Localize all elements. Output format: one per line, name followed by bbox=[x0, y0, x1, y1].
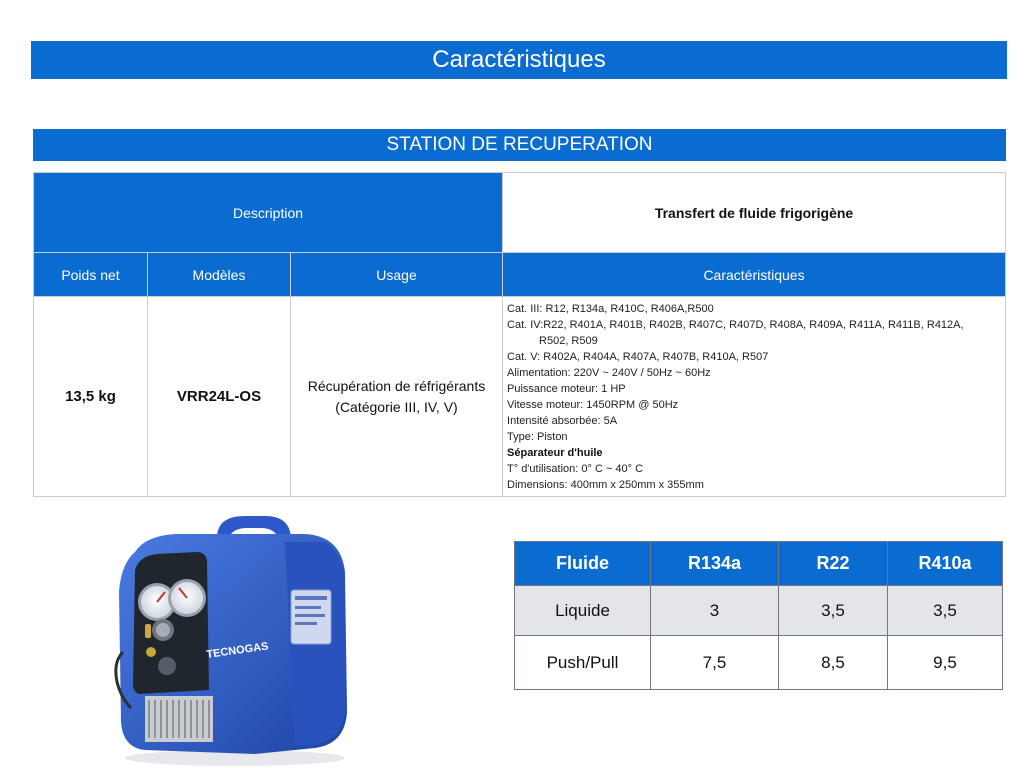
description-label: Description bbox=[34, 173, 503, 253]
caract-line: Cat. IV:R22, R401A, R401B, R402B, R407C, R407D, R408A, R409A, R411A, R411B, R412A, bbox=[507, 319, 964, 331]
modele-value: VRR24L-OS bbox=[148, 297, 291, 497]
fluid-cell: 7,5 bbox=[651, 636, 779, 690]
caract-line: T° d'utilisation: 0° C ~ 40° C bbox=[507, 463, 644, 475]
caract-line: Vitesse moteur: 1450RPM @ 50Hz bbox=[507, 399, 679, 411]
column-header-poids: Poids net bbox=[34, 253, 148, 297]
caracteristiques-list bbox=[503, 297, 1006, 497]
caract-line: R502, R509 bbox=[539, 335, 598, 347]
caract-line: Type: Piston bbox=[507, 431, 568, 443]
column-header-modeles: Modèles bbox=[148, 253, 291, 297]
caract-line: Alimentation: 220V ~ 240V / 50Hz ~ 60Hz bbox=[507, 367, 711, 379]
caract-line: Intensité absorbée: 5A bbox=[507, 415, 618, 427]
spec-table bbox=[33, 172, 1006, 497]
usage-value bbox=[291, 297, 503, 497]
spec-data-row bbox=[34, 297, 1006, 497]
fluid-row-push-pull bbox=[515, 636, 1003, 690]
column-header-usage: Usage bbox=[291, 253, 503, 297]
section-title: STATION DE RECUPERATION bbox=[386, 134, 653, 155]
brand-label: TECNOGAS bbox=[205, 640, 270, 661]
usage-line-1: Récupération de réfrigérants bbox=[307, 377, 486, 394]
fluid-header-r410a: R410a bbox=[888, 542, 1003, 586]
page-title-banner bbox=[31, 41, 1007, 79]
fluid-header-r22: R22 bbox=[779, 542, 888, 586]
spec-header-row bbox=[34, 253, 1006, 297]
fluid-header-fluide: Fluide bbox=[515, 542, 651, 586]
fluid-header-r134a: R134a bbox=[651, 542, 779, 586]
fluid-header-row bbox=[515, 542, 1003, 586]
fluid-row-label: Push/Pull bbox=[515, 636, 651, 690]
fluid-cell: 3,5 bbox=[888, 586, 1003, 636]
caract-line-bold: Séparateur d'huile bbox=[507, 447, 603, 459]
fluid-cell: 3,5 bbox=[779, 586, 888, 636]
caract-line: Cat. V: R402A, R404A, R407A, R407B, R410A, R507 bbox=[507, 351, 769, 363]
fluid-cell: 9,5 bbox=[888, 636, 1003, 690]
column-header-caracteristiques: Caractéristiques bbox=[503, 253, 1006, 297]
caract-line: Puissance moteur: 1 HP bbox=[507, 383, 626, 395]
recovery-unit-illustration bbox=[105, 512, 355, 768]
fluid-row-liquide bbox=[515, 586, 1003, 636]
fluid-cell: 8,5 bbox=[779, 636, 888, 690]
product-image bbox=[105, 512, 355, 768]
section-title-banner bbox=[33, 129, 1006, 161]
page-title: Caractéristiques bbox=[432, 46, 606, 73]
description-row bbox=[34, 173, 1006, 253]
fluid-row-label: Liquide bbox=[515, 586, 651, 636]
description-value: Transfert de fluide frigorigène bbox=[503, 173, 1006, 253]
caract-line: Cat. III: R12, R134a, R410C, R406A,R500 bbox=[507, 303, 714, 315]
poids-net-value: 13,5 kg bbox=[34, 297, 148, 497]
fluid-cell: 3 bbox=[651, 586, 779, 636]
caract-line: Dimensions: 400mm x 250mm x 355mm bbox=[507, 479, 704, 491]
fluid-table bbox=[514, 541, 1003, 690]
usage-line-2: (Catégorie III, IV, V) bbox=[335, 398, 458, 415]
